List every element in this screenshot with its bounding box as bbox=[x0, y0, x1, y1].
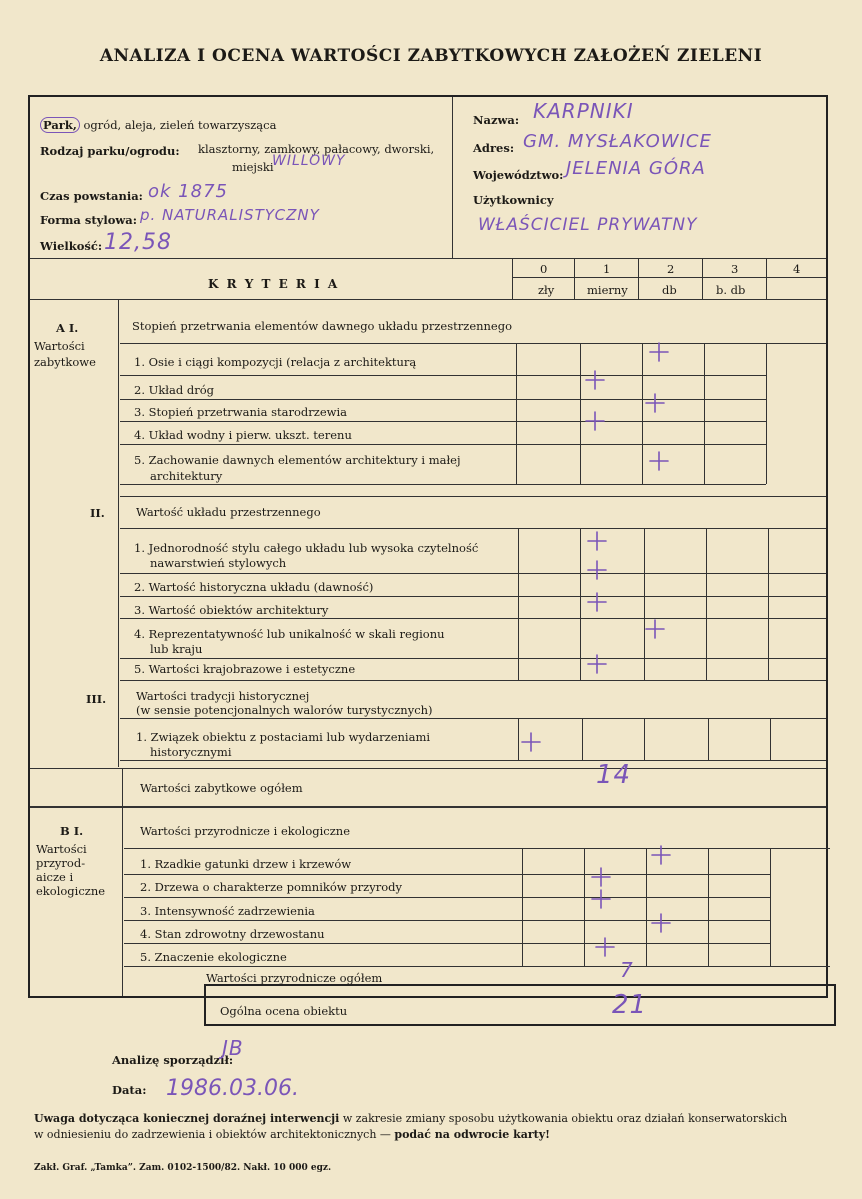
czas-label: Czas powstania: bbox=[40, 189, 143, 203]
pencil-check-mark bbox=[650, 844, 672, 866]
criterion-b1-5: 5. Znaczenie ekologiczne bbox=[140, 950, 287, 964]
col-line bbox=[646, 848, 647, 966]
col-line bbox=[584, 848, 585, 966]
criterion-a2-1-cont: nawarstwień stylowych bbox=[150, 556, 287, 570]
criterion-b1-1: 1. Rzadkie gatunki drzew i krzewów bbox=[140, 857, 352, 871]
pencil-check-mark bbox=[648, 341, 670, 363]
czas-value: ok 1875 bbox=[148, 181, 228, 202]
row-line bbox=[120, 375, 766, 376]
row-line bbox=[120, 596, 826, 597]
group-a2-title: Wartość układu przestrzennego bbox=[136, 505, 321, 519]
criterion-a2-3: 3. Wartość obiektów architektury bbox=[134, 603, 329, 617]
section-a-code: A I. bbox=[56, 321, 79, 335]
uzytkownicy-value: WŁAŚCICIEL PRYWATNY bbox=[478, 215, 698, 235]
col-line bbox=[768, 528, 769, 680]
forma-value: p. NATURALISTYCZNY bbox=[140, 206, 320, 224]
pencil-check-mark bbox=[584, 410, 606, 432]
object-type-line: Park, ogród, aleja, zieleń towarzysząca bbox=[40, 118, 276, 132]
criterion-a1-5-cont: architektury bbox=[150, 469, 223, 483]
section-a-divider bbox=[118, 300, 119, 767]
criterion-a1-4: 4. Układ wodny i pierw. ukszt. terenu bbox=[134, 428, 352, 442]
section-divider bbox=[30, 806, 826, 808]
row-line bbox=[124, 943, 770, 944]
nazwa-label: Nazwa: bbox=[473, 113, 520, 127]
uzytkownicy-label: Użytkownicy bbox=[473, 193, 554, 207]
criterion-a3-1-cont: historycznymi bbox=[150, 745, 232, 759]
rodzaj-options-2: miejski bbox=[232, 160, 274, 174]
col-line bbox=[582, 718, 583, 760]
pencil-check-mark bbox=[584, 369, 606, 391]
criterion-b1-3: 3. Intensywność zadrzewienia bbox=[140, 904, 315, 918]
wielkosc-label: Wielkość: bbox=[40, 239, 103, 253]
col-line bbox=[702, 259, 703, 299]
group-a1-title: Stopień przetrwania elementów dawnego układu przestrzennego bbox=[132, 319, 513, 333]
group-a3-title: Wartości tradycji historycznej bbox=[136, 689, 310, 703]
section-b-name-3: aicze i bbox=[36, 870, 74, 884]
pencil-check-mark bbox=[520, 731, 542, 753]
row-line bbox=[120, 444, 766, 445]
rodzaj-value: WILLOWY bbox=[272, 153, 346, 169]
section-b-name-2: przyrod- bbox=[36, 856, 86, 870]
row-line bbox=[124, 920, 770, 921]
print-info: Zakł. Graf. „Tamka”. Zam. 0102-1500/82. Nakł. 10 000 egz. bbox=[34, 1163, 332, 1173]
col-line bbox=[518, 718, 519, 760]
rodzaj-options: klasztorny, zamkowy, pałacowy, dworski, bbox=[198, 142, 435, 156]
note-line-2: w odniesieniu do zadrzewienia i obiektów architektonicznych — podać na odwrocie karty! bbox=[34, 1128, 550, 1141]
col-line bbox=[512, 259, 513, 299]
col-line bbox=[644, 718, 645, 760]
row-line bbox=[124, 966, 830, 967]
pencil-check-mark bbox=[648, 450, 670, 472]
row-line bbox=[124, 897, 770, 898]
analiza-label: Analizę sporządził: bbox=[112, 1053, 234, 1067]
pencil-check-mark bbox=[590, 888, 612, 910]
pencil-check-mark bbox=[586, 591, 608, 613]
criterion-a1-1: 1. Osie i ciągi kompozycji (relacja z architekturą bbox=[134, 355, 417, 369]
section-b-code: B I. bbox=[60, 824, 84, 838]
pencil-check-mark bbox=[590, 866, 612, 888]
total-a-label: Wartości zabytkowe ogółem bbox=[140, 781, 303, 795]
col-line bbox=[122, 768, 123, 806]
col-line bbox=[574, 259, 575, 299]
criterion-a1-3: 3. Stopień przetrwania starodrzewia bbox=[134, 405, 347, 419]
form-title: ANALIZA I OCENA WARTOŚCI ZABYTKOWYCH ZAŁOŻEŃ ZIELENI bbox=[99, 46, 763, 66]
row-line bbox=[120, 484, 766, 485]
pencil-check-mark bbox=[586, 653, 608, 675]
analiza-value: JB bbox=[222, 1036, 244, 1060]
kryteria-label: K R Y T E R I A bbox=[208, 277, 340, 291]
col-line bbox=[580, 528, 581, 680]
criterion-a2-4-cont: lub kraju bbox=[150, 642, 203, 656]
row-line bbox=[120, 343, 826, 344]
total-b-label: Wartości przyrodnicze ogółem bbox=[206, 971, 383, 985]
row-line bbox=[120, 399, 766, 400]
col-line bbox=[708, 718, 709, 760]
row-line bbox=[124, 874, 770, 875]
row-line bbox=[120, 573, 826, 574]
criterion-a1-2: 2. Układ dróg bbox=[134, 383, 215, 397]
pencil-check-mark bbox=[586, 530, 608, 552]
criterion-b1-4: 4. Stan zdrowotny drzewostanu bbox=[140, 927, 325, 941]
pencil-check-mark bbox=[586, 559, 608, 581]
data-value: 1986.03.06. bbox=[166, 1076, 299, 1101]
col-line bbox=[770, 848, 771, 966]
header-divider bbox=[452, 97, 453, 259]
wielkosc-value: 12,58 bbox=[104, 230, 172, 255]
note-line-1: Uwaga dotycząca koniecznej doraźnej interwencji w zakresie zmiany sposobu użytkowania obiektu oraz działań konserwatorskich bbox=[34, 1112, 788, 1125]
col-line bbox=[706, 528, 707, 680]
header-bottom-line bbox=[30, 258, 826, 259]
criterion-b1-2: 2. Drzewa o charakterze pomników przyrody bbox=[140, 880, 402, 894]
col-line bbox=[704, 343, 705, 484]
score-3: 3 bbox=[731, 262, 739, 276]
pencil-check-mark bbox=[644, 392, 666, 414]
adres-label: Adres: bbox=[473, 141, 515, 155]
row-line bbox=[124, 848, 830, 849]
wojewodztwo-value: JELENIA GÓRA bbox=[566, 158, 706, 179]
score-name-1: mierny bbox=[587, 283, 628, 297]
total-b-value: 7 bbox=[620, 958, 634, 982]
group-a3-subtitle: (w sensie potencjonalnych walorów turystycznych) bbox=[136, 703, 433, 717]
section-a-name-1: Wartości bbox=[34, 339, 85, 353]
row-line bbox=[120, 718, 826, 719]
group-b1-title: Wartości przyrodnicze i ekologiczne bbox=[140, 824, 351, 838]
total-a-value: 14 bbox=[596, 760, 632, 790]
criterion-a2-2: 2. Wartość historyczna układu (dawność) bbox=[134, 580, 374, 594]
col-line bbox=[638, 259, 639, 299]
row-line bbox=[120, 496, 826, 497]
criterion-a2-1: 1. Jednorodność stylu całego układu lub wysoka czytelność bbox=[134, 541, 479, 555]
row-line bbox=[120, 760, 826, 761]
score-4: 4 bbox=[793, 262, 801, 276]
score-name-0: zły bbox=[538, 283, 555, 297]
nazwa-value: KARPNIKI bbox=[533, 99, 634, 123]
row-line bbox=[120, 658, 826, 659]
col-line bbox=[766, 259, 767, 299]
overall-value: 21 bbox=[612, 990, 648, 1020]
col-line bbox=[516, 343, 517, 484]
row-line bbox=[120, 680, 826, 681]
row-line bbox=[120, 618, 826, 619]
data-label: Data: bbox=[112, 1083, 147, 1097]
pencil-check-mark bbox=[650, 912, 672, 934]
section-b-divider bbox=[122, 808, 123, 996]
criterion-a1-5: 5. Zachowanie dawnych elementów architektury i małej bbox=[134, 453, 461, 467]
col-line bbox=[644, 528, 645, 680]
score-header-mid-line bbox=[512, 277, 826, 278]
row-line bbox=[120, 528, 826, 529]
section-a-name-2: zabytkowe bbox=[34, 355, 96, 369]
overall-label: Ogólna ocena obiektu bbox=[220, 1004, 348, 1018]
row-line bbox=[120, 421, 766, 422]
col-line bbox=[708, 848, 709, 966]
score-name-3: b. db bbox=[716, 283, 746, 297]
col-line bbox=[770, 718, 771, 760]
criterion-a2-4: 4. Reprezentatywność lub unikalność w skali regionu bbox=[134, 627, 445, 641]
criteria-header-bottom-line bbox=[30, 299, 826, 300]
col-line bbox=[522, 848, 523, 966]
pencil-check-mark bbox=[594, 936, 616, 958]
row-line bbox=[30, 768, 826, 769]
col-line bbox=[580, 343, 581, 484]
score-1: 1 bbox=[603, 262, 611, 276]
pencil-check-mark bbox=[644, 618, 666, 640]
object-type-park: Park, bbox=[40, 117, 80, 133]
criterion-a2-5: 5. Wartości krajobrazowe i estetyczne bbox=[134, 662, 356, 676]
wojewodztwo-label: Województwo: bbox=[473, 168, 564, 182]
col-line bbox=[518, 528, 519, 680]
score-2: 2 bbox=[667, 262, 675, 276]
adres-value: GM. MYSŁAKOWICE bbox=[523, 131, 712, 152]
section-b-name-1: Wartości bbox=[36, 842, 87, 856]
group-a3-code: III. bbox=[86, 692, 107, 706]
score-0: 0 bbox=[540, 262, 548, 276]
rodzaj-label: Rodzaj parku/ogrodu: bbox=[40, 144, 180, 158]
score-name-2: db bbox=[662, 283, 677, 297]
section-b-name-4: ekologiczne bbox=[36, 884, 106, 898]
criterion-a3-1: 1. Związek obiektu z postaciami lub wydarzeniami bbox=[136, 730, 431, 744]
forma-label: Forma stylowa: bbox=[40, 213, 137, 227]
col-line bbox=[642, 343, 643, 484]
group-a2-code: II. bbox=[90, 506, 105, 520]
col-line bbox=[766, 343, 767, 484]
